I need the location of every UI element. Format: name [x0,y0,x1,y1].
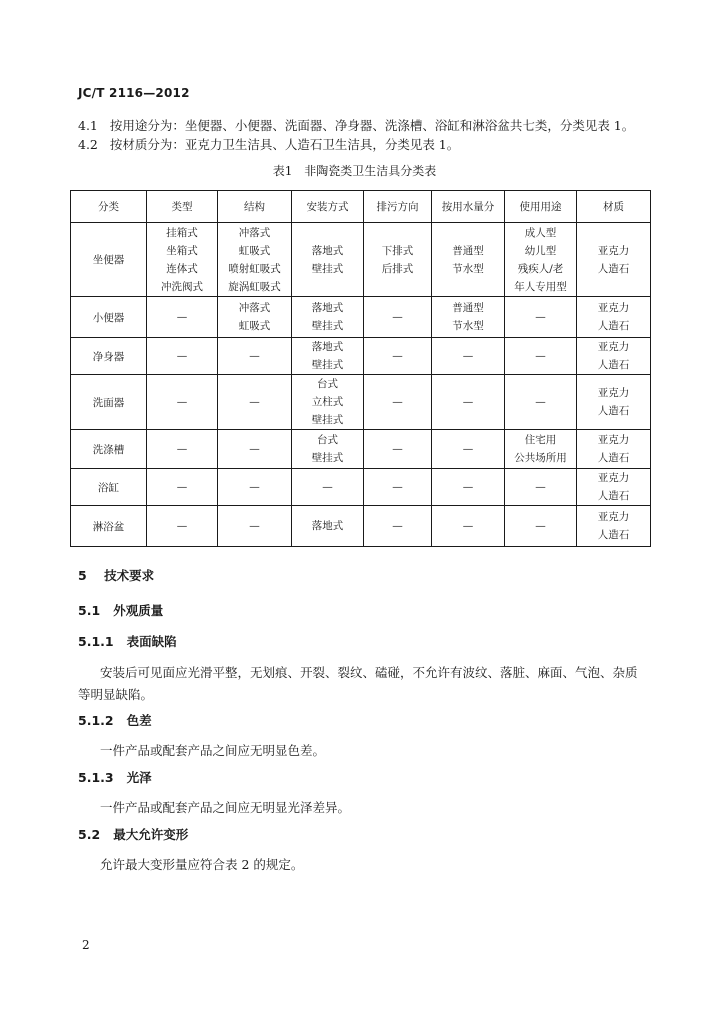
cell-line: 人造石 [597,405,630,417]
paragraph: 安装后可见面应光滑平整，无划痕、开裂、裂纹、磕碰，不允许有波纹、落脏、麻面、气泡、杂质 [100,665,638,680]
section-heading [78,768,152,786]
cell-line: 节水型 [452,262,484,275]
standard-id: JC/T 2116—2012 [78,86,190,100]
empty-dash: — [535,350,546,362]
cell-line: 虹吸式 [238,320,271,332]
cell-line: 冲落式 [238,226,271,239]
row-category: 洗面器 [71,375,147,430]
table-row [71,506,651,547]
empty-dash: — [176,520,188,532]
cell-line: 壁挂式 [311,320,344,332]
empty-dash: — [392,481,403,493]
cell-line: 普通型 [452,244,484,257]
cell-line: 立柱式 [311,396,344,408]
empty-dash: — [249,520,260,532]
section-number: 5.2 [78,827,101,842]
cell-line: 幼儿型 [524,244,557,257]
empty-dash: — [176,350,188,362]
cell-line: 亚克力 [597,434,630,446]
cell-line: 年人专用型 [514,280,567,293]
table-cell [292,223,364,297]
section-title: 光泽 [126,770,152,785]
clause-4-2 [78,135,459,153]
cell-line: 冲落式 [238,302,271,314]
table-cell [505,223,577,297]
clause-number: 4.2 [78,137,98,152]
empty-dash: — [392,396,403,408]
row-category: 小便器 [71,297,147,338]
empty-dash: — [249,350,260,362]
empty-dash: — [322,481,333,493]
table-cell [364,338,432,375]
table-cell [292,375,364,430]
cell-line: 虹吸式 [238,244,271,257]
table-cell [432,469,505,506]
cell-line: 落地式 [311,341,344,353]
empty-dash: — [535,481,546,493]
section-title: 色差 [126,713,152,728]
table-cell [577,297,651,338]
cell-line: 冲洗阀式 [161,280,203,293]
cell-line: 亚克力 [597,302,630,314]
table-cell [577,506,651,547]
empty-dash: — [392,311,403,323]
empty-dash: — [249,481,260,493]
cell-line: 人造石 [597,320,630,332]
column-header: 材质 [577,191,651,223]
section-heading [78,632,177,650]
section-number: 5 [78,568,87,583]
table-cell [364,223,432,297]
cell-line: 节水型 [452,320,484,332]
page-number: 2 [82,938,90,952]
cell-line: 人造石 [597,490,630,502]
paragraph: 允许最大变形量应符合表 2 的规定。 [100,857,304,872]
cell-line: 人造石 [597,529,630,541]
section-number: 5.1.1 [78,634,114,649]
table-cell [577,430,651,469]
row-category: 浴缸 [71,469,147,506]
table-row [71,430,651,469]
clause-4-1 [78,116,634,134]
section-heading [78,711,152,729]
table-cell [218,223,292,297]
table-cell [292,297,364,338]
table-cell [432,223,505,297]
cell-line: 人造石 [597,452,630,464]
empty-dash: — [392,350,403,362]
table-cell [292,506,364,547]
cell-line: 落地式 [311,302,344,314]
table-cell [505,469,577,506]
empty-dash: — [535,311,546,323]
table-cell [147,469,218,506]
clause-number: 4.1 [78,118,98,133]
table-cell [505,338,577,375]
cell-line: 下排式 [381,244,414,257]
column-header: 按用水量分 [432,191,505,223]
table-cell [577,469,651,506]
cell-line: 坐箱式 [166,244,198,257]
section-title: 表面缺陷 [126,634,177,649]
table-row [71,375,651,430]
table-row [71,338,651,375]
table-cell [292,338,364,375]
cell-line: 亚克力 [597,244,630,257]
empty-dash: — [176,311,188,323]
empty-dash: — [176,443,188,455]
cell-line: 连体式 [166,262,198,275]
column-header: 类型 [147,191,218,223]
table-cell [292,430,364,469]
empty-dash: — [462,396,474,408]
table-cell [218,297,292,338]
cell-line: 落地式 [311,244,344,257]
table-cell [505,375,577,430]
column-header: 安装方式 [292,191,364,223]
cell-line: 台式 [317,378,338,390]
empty-dash: — [462,481,474,493]
empty-dash: — [176,481,188,493]
cell-line: 亚克力 [597,341,630,353]
row-category: 净身器 [71,338,147,375]
classification-table [70,190,651,547]
empty-dash: — [462,443,474,455]
cell-line: 旋涡虹吸式 [228,280,281,293]
empty-dash: — [249,396,260,408]
cell-line: 壁挂式 [311,262,344,275]
cell-line: 壁挂式 [311,414,344,426]
empty-dash: — [249,443,260,455]
table-cell [292,469,364,506]
empty-dash: — [176,396,188,408]
section-number: 5.1.3 [78,770,114,785]
table-cell [218,430,292,469]
cell-line: 人造石 [597,262,630,275]
table-cell [432,506,505,547]
section-title: 最大允许变形 [113,827,189,842]
table-row [71,469,651,506]
cell-line: 亚克力 [597,472,630,484]
table-cell [432,338,505,375]
cell-line: 壁挂式 [311,359,344,371]
section-title: 外观质量 [113,603,164,618]
empty-dash: — [462,350,474,362]
table-cell [364,297,432,338]
table-cell [505,297,577,338]
cell-line: 亚克力 [597,511,630,523]
cell-line: 喷射虹吸式 [228,262,281,275]
table-cell [218,506,292,547]
paragraph: 一件产品或配套产品之间应无明显光泽差异。 [100,800,351,815]
column-header: 使用用途 [505,191,577,223]
table-cell [432,375,505,430]
cell-line: 挂箱式 [166,226,198,239]
cell-line: 落地式 [311,520,344,532]
cell-line: 台式 [317,434,338,446]
table-cell [218,375,292,430]
table-header-row [71,191,651,223]
cell-line: 后排式 [381,262,414,275]
table-cell [147,338,218,375]
cell-line: 公共场所用 [514,452,567,464]
table-cell [364,469,432,506]
cell-line: 壁挂式 [311,452,344,464]
empty-dash: — [535,520,546,532]
cell-line: 住宅用 [524,434,557,446]
cell-line: 亚克力 [597,387,630,399]
table-caption [0,162,709,179]
empty-dash: — [535,396,546,408]
paragraph: 等明显缺陷。 [78,687,154,702]
column-header: 分类 [71,191,147,223]
row-category: 坐便器 [71,223,147,297]
empty-dash: — [392,520,403,532]
table-caption-title: 非陶瓷类卫生洁具分类表 [304,164,437,178]
table-cell [147,375,218,430]
cell-line: 普通型 [452,302,484,314]
section-number: 5.1 [78,603,101,618]
column-header: 排污方向 [364,191,432,223]
section-heading [78,566,154,584]
clause-text: 按材质分为：亚克力卫生洁具、人造石卫生洁具，分类见表 1。 [109,137,460,152]
section-heading [78,825,188,843]
clause-text: 按用途分为：坐便器、小便器、洗面器、净身器、洗涤槽、浴缸和淋浴盆共七类，分类见表 1。 [109,118,635,133]
row-category: 洗涤槽 [71,430,147,469]
table-cell [218,338,292,375]
table-cell [577,223,651,297]
table-caption-number: 表1 [272,164,293,178]
table-cell [364,375,432,430]
empty-dash: — [392,443,403,455]
table-cell [577,338,651,375]
paragraph: 一件产品或配套产品之间应无明显色差。 [100,743,326,758]
empty-dash: — [462,520,474,532]
column-header: 结构 [218,191,292,223]
table-cell [147,430,218,469]
section-heading [78,601,163,619]
table-cell [505,506,577,547]
table-cell [147,223,218,297]
table-cell [364,506,432,547]
table-cell [147,297,218,338]
section-number: 5.1.2 [78,713,114,728]
table-row [71,297,651,338]
table-cell [147,506,218,547]
table-cell [218,469,292,506]
row-category: 淋浴盆 [71,506,147,547]
section-title: 技术要求 [104,568,155,583]
cell-line: 人造石 [597,359,630,371]
cell-line: 残疾人/老 [517,262,564,275]
table-row [71,223,651,297]
cell-line: 成人型 [524,226,557,239]
table-cell [505,430,577,469]
table-cell [364,430,432,469]
table-cell [577,375,651,430]
table-cell [432,430,505,469]
table-cell [432,297,505,338]
